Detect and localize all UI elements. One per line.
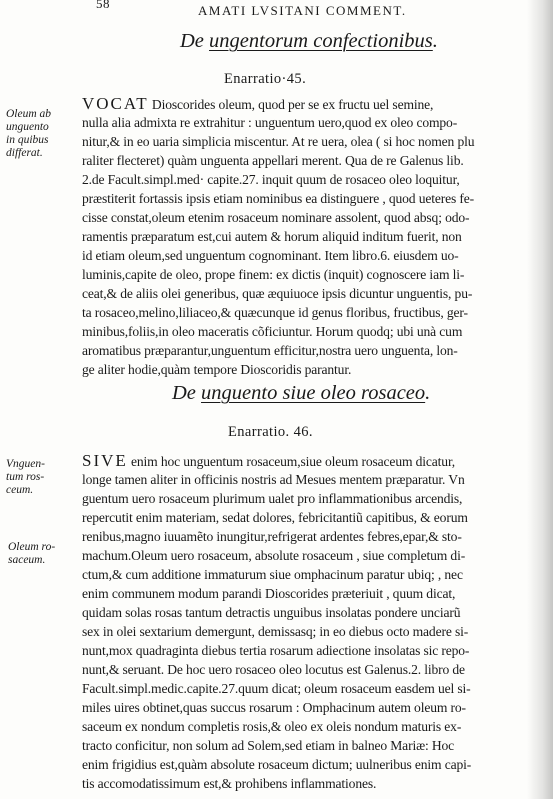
margin-note-oleum-rosaceum (8, 541, 55, 567)
text-line: nulla alia admixta re extrahitur : unguentum uero,quod ex oleo compo- (82, 115, 458, 130)
section-heading-2 (172, 382, 430, 405)
enarratio-46: Enarratio. 46. (228, 424, 313, 440)
text-line: ge aliter hodie,quàm tempore Dioscoridis parantur. (82, 362, 352, 377)
text-line: nunt,mox quadraginta diebus tertia rosarum adiectione insolatas sic repo- (82, 643, 470, 658)
text-line: SIVE enim hoc unguentum rosaceum,siue oleum rosaceum dicatur, (82, 451, 456, 470)
text-line: enim frigidius est,quàm absolute rosaceum dictum; uulneribus enim capi- (82, 757, 472, 772)
text-line: quidam solas rosas tantum detractis unguibus insolatas pondere unciarũ (82, 605, 461, 620)
margin-note-line: Oleum ro- (8, 541, 56, 553)
text-line: ctum,& cum additione immaturum siue omphacinum paratur ubiq; , nec (82, 567, 463, 582)
margin-note-line: Oleum ab (6, 108, 52, 120)
text-line: nitur,& in eo uaria simplicia miscentur. At re uera, olea ( si hoc nomen plu (82, 134, 475, 149)
page-gutter-shadow (527, 0, 553, 799)
text-line: ramentis præparatum est,cui autem & horum aliquid inditum fuerit, non (82, 229, 462, 244)
page-number: 58 (96, 0, 110, 11)
text-line: renibus,magno iuuamẽto inungitur,refrigerat ardentes febres,epar,& sto- (82, 529, 462, 544)
margin-note-unguentum-rosaceum (6, 458, 45, 497)
section-heading-1 (180, 30, 438, 53)
text-line: saceum ex nondum completis rosis,& oleo ex oleis nondum maturis ex- (82, 719, 462, 734)
text-line: enim communem modum parandi Dioscorides præteriuit , quum dicat, (82, 586, 456, 601)
text-line: cisse constat,oleum etenim rosaceum nominare assolent, quod absq; odo- (82, 210, 470, 225)
text-line: minibus,foliis,in oleo maceratis cõficiuntur. Horum quodq; ubi unà cum (82, 324, 463, 339)
text-line: tis accomodatissimum est,& prohibens inflammationes. (82, 776, 377, 791)
heading-suffix: . (432, 30, 438, 52)
text-line: longe tamen aliter in officinis nostris ad Mesues mentem præparatur. Vn (82, 472, 465, 487)
heading-prefix: De (172, 382, 202, 404)
text-line: guentum uero rosaceum plurimum ualet pro inflammationibus arcendis, (82, 491, 463, 506)
heading-prefix: De (180, 30, 210, 52)
heading-suffix: . (425, 382, 431, 404)
margin-note-line: tum ros- (6, 471, 45, 483)
margin-note-line: Vnguen- (6, 458, 45, 470)
text-line: tracto conficitur, non solum ad Solem,sed etiam in balneo Mariæ: Hoc (82, 738, 455, 753)
text-line: ta rosaceo,melino,liliaceo,& quæcunque id genus floribus, fructibus, ger- (82, 305, 468, 320)
text-line: miles uires obtinet,quas succus rosarum : Omphacinum autem oleum ro- (82, 700, 466, 715)
text-line: aromatibus præparantur,unguentum efficitur,nostra uero unguenta, lon- (82, 343, 458, 358)
text-line: raliter flecteret) quàm unguenta appellari merent. Qua de re Galenus lib. (82, 153, 464, 168)
text-line: præstiterit fortassis ipsis etiam nominibus ea distinguere , quod ueteres fe- (82, 191, 475, 206)
text-line: nunt,& seruant. De hoc uero rosaceo oleo locutus est Galenus.2. libro de (82, 662, 465, 677)
text-line: Facult.simpl.medic.capite.27.quum dicat; oleum rosaceum easdem uel si- (82, 681, 471, 696)
margin-note-oleum-ab-unguento (6, 108, 51, 160)
margin-note-line: in quibus (6, 134, 49, 146)
text-line: id etiam oleum,sed unguentum cognominant. Item libro.6. eiusdem uo- (82, 248, 459, 263)
text-line: VOCAT Dioscorides oleum, quod per se ex fructu uel semine, (82, 94, 434, 113)
text-line: 2.de Facult.simpl.med· capite.27. inquit quum de rosaceo oleo loquitur, (82, 172, 460, 187)
margin-note-line: saceum. (8, 554, 46, 566)
enarratio-45: Enarratio·45. (224, 71, 307, 87)
running-head (0, 0, 553, 22)
margin-note-line: unguento (6, 121, 49, 133)
margin-note-line: differat. (6, 147, 43, 159)
text-line: repercutit enim materiam, sedat dolores, febricitantiũ capitibus, & eorum (82, 510, 468, 525)
heading-text: unguento siue oleo rosaceo (201, 382, 426, 404)
heading-text: ungentorum confectionibus (209, 30, 433, 52)
text-line: machum.Oleum uero rosaceum, absolute rosaceum , siue completum di- (82, 548, 466, 563)
text-line: sex in olei sextarium demergunt, demissasq; in eo diebus octo madere si- (82, 624, 469, 639)
margin-note-line: ceum. (6, 484, 34, 496)
text-line: luminis,capite de oleo, prope finem: ex dictis (inquit) cognoscere iam li- (82, 267, 465, 282)
running-title: AMATI LVSITANI COMMENT. (198, 3, 407, 18)
text-line: ceat,& de aliis olei generibus, quæ æquiuoce ipsis dicuntur unguentis, pu- (82, 286, 473, 301)
